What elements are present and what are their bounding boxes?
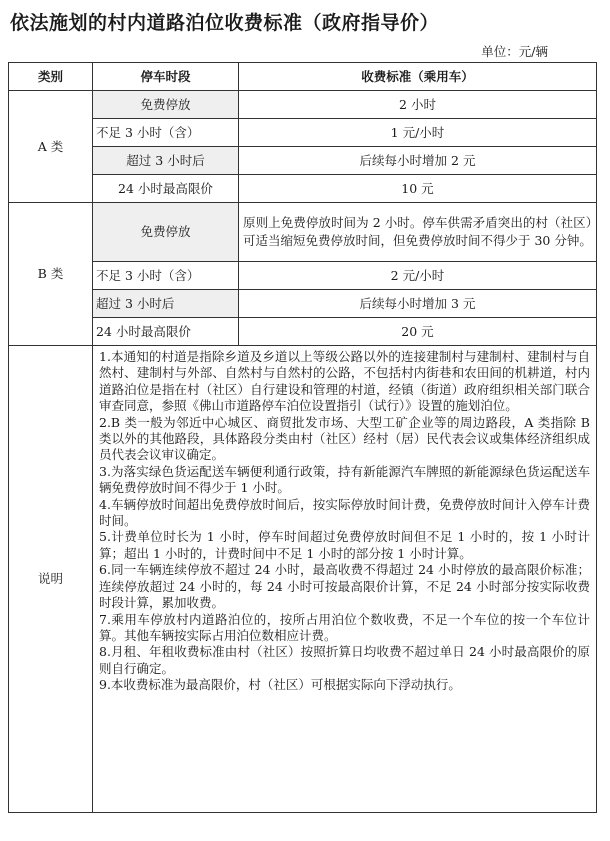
note-item: 2.B 类一般为邻近中心城区、商贸批发市场、大型工矿企业等的周边路段，A 类指除 B 类以外的其他路段，具体路段分类由村（社区）经村（居）民代表会议或集体经济组织成员代表会议审议确定。: [99, 414, 590, 463]
header-fee: 收费标准（乘用车）: [239, 63, 597, 91]
fee-cell: 1 元/小时: [239, 119, 597, 147]
class-a-label: A 类: [9, 91, 93, 203]
period-cell: 免费停放: [93, 203, 239, 262]
note-item: 1.本通知的村道是指除乡道及乡道以上等级公路以外的连接建制村与建制村、建制村与自然村、建制村与外部、自然村与自然村的公路，不包括村内街巷和农田间的机耕道，村内道路泊位是指在村（社区）自行建设和管理的村道，经镇（街道）政府组织相关部门联合审查同意，参照《佛山市道路停车泊位设置指引（试行）》设置的施划泊位。: [99, 349, 590, 414]
period-cell: 不足 3 小时（含）: [93, 262, 239, 290]
fee-cell: 原则上免费停放时间为 2 小时。停车供需矛盾突出的村（社区）可适当缩短免费停放时间，但免费停放时间不得少于 30 分钟。: [239, 203, 597, 262]
fee-cell: 后续每小时增加 3 元: [239, 290, 597, 318]
header-period: 停车时段: [93, 63, 239, 91]
period-cell: 24 小时最高限价: [93, 318, 239, 346]
notes-label: 说明: [9, 346, 93, 813]
note-item: 8.月租、年租收费标准由村（社区）按照折算日均收费不超过单日 24 小时最高限价的原则自行确定。: [99, 644, 590, 676]
table-row: [9, 290, 597, 318]
table-row: [9, 119, 597, 147]
table-row: [9, 346, 597, 813]
period-cell: 超过 3 小时后: [93, 290, 239, 318]
fee-cell: 2 小时: [239, 91, 597, 119]
note-item: 7.乘用车停放村内道路泊位的，按所占用泊位个数收费，不足一个车位的按一个车位计算。其他车辆按实际占用泊位数相应计费。: [99, 611, 590, 643]
table-row: [9, 91, 597, 119]
notes-cell: [93, 346, 597, 813]
table-header-row: [9, 63, 597, 91]
period-cell: 24 小时最高限价: [93, 175, 239, 203]
note-item: 5.计费单位时长为 1 小时，停车时间超过免费停放时间但不足 1 小时的，按 1 小时计算；超出 1 小时的，计费时间中不足 1 小时的部分按 1 小时计算。: [99, 529, 590, 561]
note-item: 6.同一车辆连续停放不超过 24 小时，最高收费不得超过 24 小时停放的最高限价标准；连续停放超过 24 小时的，每 24 小时可按最高限价计算，不足 24 小时部分按实际收费时段计算，累加收费。: [99, 562, 590, 611]
page-title: 依法施划的村内道路泊位收费标准（政府指导价）: [10, 12, 440, 34]
note-item: 4.车辆停放时间超出免费停放时间后，按实际停放时间计费，免费停放时间计入停车计费时间。: [99, 496, 590, 529]
class-b-label: B 类: [9, 203, 93, 346]
table-row: [9, 203, 597, 262]
fee-cell: 后续每小时增加 2 元: [239, 147, 597, 175]
table-row: [9, 147, 597, 175]
table-row: [9, 262, 597, 290]
unit-label: 单位：元/辆: [481, 44, 548, 59]
table-row: [9, 318, 597, 346]
period-cell: 免费停放: [93, 91, 239, 119]
header-category: 类别: [9, 63, 93, 91]
fee-cell: 2 元/小时: [239, 262, 597, 290]
note-item: 3.为落实绿色货运配送车辆便利通行政策，持有新能源汽车牌照的新能源绿色货运配送车辆免费停放时间不得少于 1 小时。: [99, 463, 590, 496]
fee-cell: 10 元: [239, 175, 597, 203]
fee-table: [8, 62, 597, 813]
period-cell: 不足 3 小时（含）: [93, 119, 239, 147]
note-item: 9.本收费标准为最高限价，村（社区）可根据实际向下浮动执行。: [99, 677, 461, 693]
fee-cell: 20 元: [239, 318, 597, 346]
period-cell: 超过 3 小时后: [93, 147, 239, 175]
table-row: [9, 175, 597, 203]
